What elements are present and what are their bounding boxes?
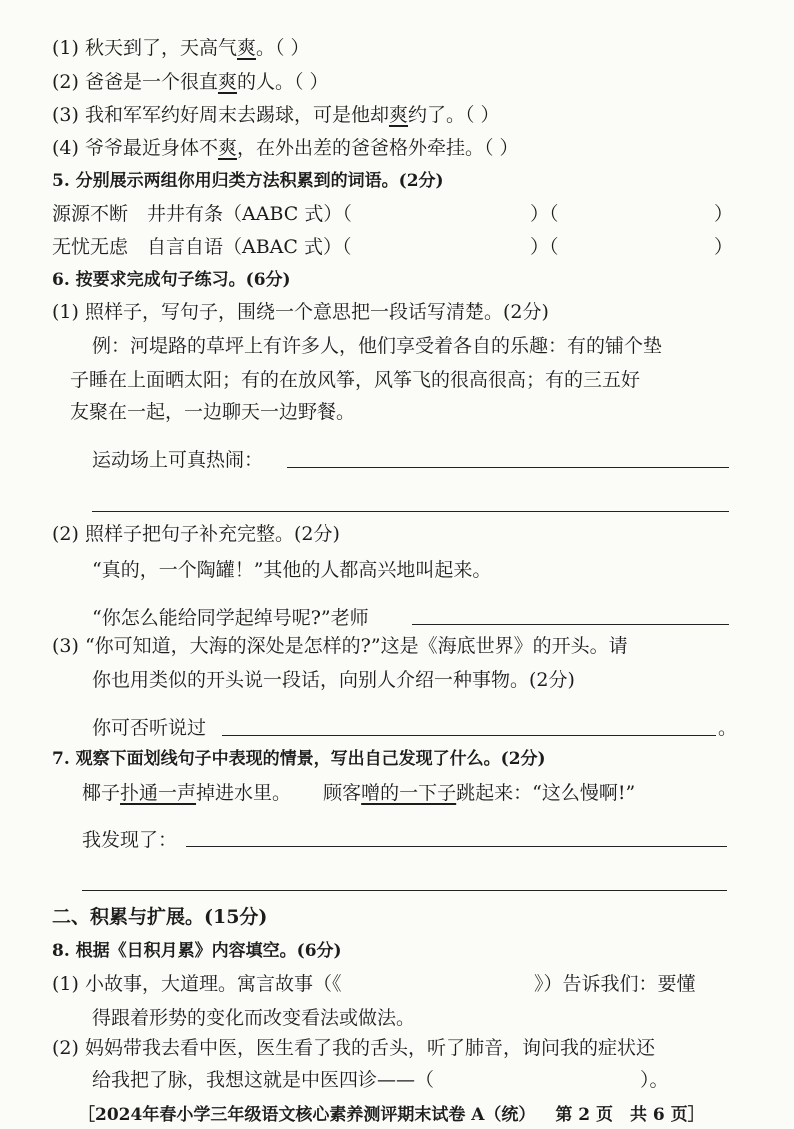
answer-paren-end[interactable]: ） [714, 203, 734, 225]
item-number: (1) [52, 37, 79, 59]
q5-row-2: 无忧无虑 自言自语（ABAC 式）（ ）（ ） [52, 233, 732, 261]
answer-line[interactable] [92, 511, 729, 512]
underlined-phrase: 噌的一下子 [361, 782, 457, 804]
q6-part3-end: 。 [718, 717, 738, 739]
q5-title: 5. 分别展示两组你用归类方法积累到的词语。(2分) [52, 171, 444, 191]
q6-part3-line-1: (3) “你可知道，大海的深处是怎样的?”这是《海底世界》的开头。请 [52, 635, 628, 657]
q7-prompt: 我发现了： [82, 829, 178, 851]
q7-sentences: 椰子扑通一声掉进水里。 顾客噌的一下子跳起来：“这么慢啊!” [82, 782, 636, 804]
underlined-char: 爽 [236, 37, 256, 59]
underlined-char: 爽 [217, 71, 237, 93]
q4-item-1: (1) 秋天到了，天高气爽。（ ） [52, 37, 310, 59]
answer-paren-end[interactable]: ） [714, 236, 734, 258]
q6-part2-instruction: (2) 照样子把句子补充完整。(2分) [52, 523, 340, 545]
answer-line[interactable] [412, 624, 729, 625]
q4-item-3: (3) 我和军军约好周末去踢球，可是他却爽约了。（ ） [52, 104, 500, 126]
section-2-title: 二、积累与扩展。(15分) [52, 906, 268, 928]
q7-title: 7. 观察下面划线句子中表现的情景，写出自己发现了什么。(2分) [52, 749, 546, 769]
q6-example-line-1: 例：河堤路的草坪上有许多人，他们享受着各自的乐趣：有的铺个垫 [92, 335, 663, 357]
underlined-char: 爽 [388, 104, 408, 126]
underlined-char: 爽 [217, 137, 237, 159]
q8-part2-line-1: (2) 妈妈带我去看中医，医生看了我的舌头，听了肺音，询问我的症状还 [52, 1037, 655, 1059]
q6-part2-example: “真的，一个陶罐！”其他的人都高兴地叫起来。 [92, 559, 492, 581]
answer-line[interactable] [287, 467, 729, 468]
answer-paren-mid[interactable]: ）（ [530, 236, 559, 258]
q6-example-line-2: 子睡在上面晒太阳；有的在放风筝，风筝飞的很高很高；有的三五好 [70, 369, 641, 391]
page-number: 第 2 页 共 6 页］ [555, 1105, 705, 1125]
answer-line[interactable] [82, 890, 727, 891]
q6-part3-line-2: 你也用类似的开头说一段话，向别人介绍一种事物。(2分) [92, 669, 575, 691]
q6-part1-instruction: (1) 照样子，写句子，围绕一个意思把一段话写清楚。(2分) [52, 301, 549, 323]
q6-part3-prompt: 你可否听说过 [92, 717, 207, 739]
underlined-phrase: 扑通一声 [120, 782, 197, 804]
q6-part1-prompt: 运动场上可真热闹： [92, 449, 264, 471]
answer-line[interactable] [186, 846, 727, 847]
q8-part1-line-2: 得跟着形势的变化而改变看法或做法。 [92, 1007, 416, 1029]
q5-row-1: 源源不断 井井有条（AABC 式）（ ）（ ） [52, 200, 732, 228]
q4-item-2: (2) 爸爸是一个很直爽的人。（ ） [52, 71, 329, 93]
item-number: (3) [52, 104, 79, 126]
page-footer: ［2024年春小学三年级语文核心素养测评期末试卷 A（统） 第 2 页 共 6 页］ [78, 1105, 705, 1125]
q6-part2-prompt: “你怎么能给同学起绰号呢?”老师 [92, 607, 369, 629]
q8-part2-line-2: 给我把了脉，我想这就是中医四诊——（ ）。 [92, 1069, 669, 1091]
q8-title: 8. 根据《日积月累》内容填空。(6分) [52, 941, 342, 961]
q6-title: 6. 按要求完成句子练习。(6分) [52, 270, 291, 290]
item-number: (4) [52, 137, 79, 159]
q8-part1-line-1: (1) 小故事，大道理。寓言故事（《 》）告诉我们：要懂 [52, 973, 696, 995]
q4-item-4: (4) 爷爷最近身体不爽，在外出差的爸爸格外牵挂。（ ） [52, 137, 519, 159]
answer-paren-mid[interactable]: ）（ [530, 203, 559, 225]
answer-line[interactable] [222, 735, 716, 736]
item-number: (2) [52, 71, 79, 93]
q6-example-line-3: 友聚在一起，一边聊天一边野餐。 [70, 401, 356, 423]
